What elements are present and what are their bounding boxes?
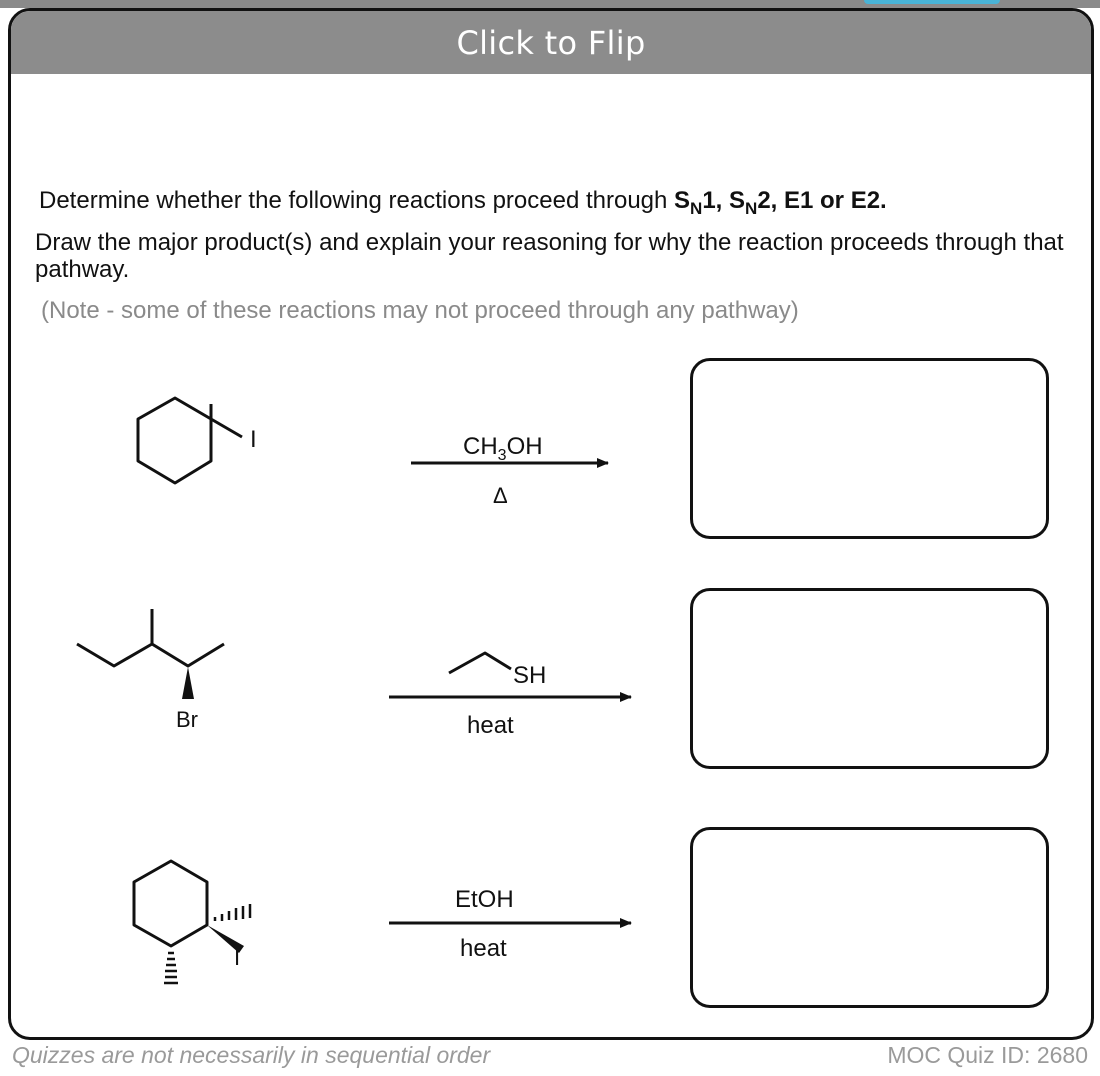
reagent-2-sh-label: SH: [513, 662, 547, 689]
flip-button-label: Click to Flip: [456, 23, 646, 62]
hashed-bond-methyl-right: [215, 904, 250, 921]
condition-2-label: heat: [467, 712, 514, 739]
substrate-3-structure: [134, 861, 207, 946]
hashed-bond-methyl-down: [164, 953, 178, 983]
reagent-3-label: EtOH: [455, 886, 514, 913]
question-line-1-text: Determine whether the following reactions proceed through: [39, 187, 675, 214]
question-note: (Note - some of these reactions may not proceed through any pathway): [41, 297, 799, 324]
pathway-sn2: $S_N2$,: [729, 187, 784, 218]
condition-3-label: heat: [460, 935, 507, 962]
substrate-2-structure: [77, 609, 224, 666]
pathway-e1-e2: E1 or E2.: [784, 187, 887, 214]
wedge-bond-br: [182, 667, 194, 699]
answer-box-2[interactable]: [690, 588, 1049, 769]
reagent-2-structure: [449, 653, 511, 673]
answer-box-1[interactable]: [690, 358, 1049, 539]
footer-disclaimer: Quizzes are not necessarily in sequential order: [12, 1042, 491, 1068]
substrate-1-structure: [138, 398, 242, 483]
reagent-1-label: $CH_3OH$: [463, 433, 543, 464]
question-line-2: Draw the major product(s) and explain your reasoning for why the reaction proceeds through that pathway.: [35, 229, 1064, 283]
substrate-1-iodine-label: I: [250, 426, 257, 453]
answer-box-3[interactable]: [690, 827, 1049, 1008]
footer-quiz-id: MOC Quiz ID: 2680: [887, 1042, 1088, 1068]
condition-1-label: Δ: [493, 483, 508, 508]
substrate-3-iodine-label: I: [234, 945, 241, 970]
flashcard[interactable]: [8, 8, 1094, 1040]
substrate-2-bromine-label: Br: [176, 707, 198, 732]
top-accent-tab[interactable]: [864, 0, 1000, 4]
pathway-sn1: $S_N1$,: [674, 187, 730, 218]
